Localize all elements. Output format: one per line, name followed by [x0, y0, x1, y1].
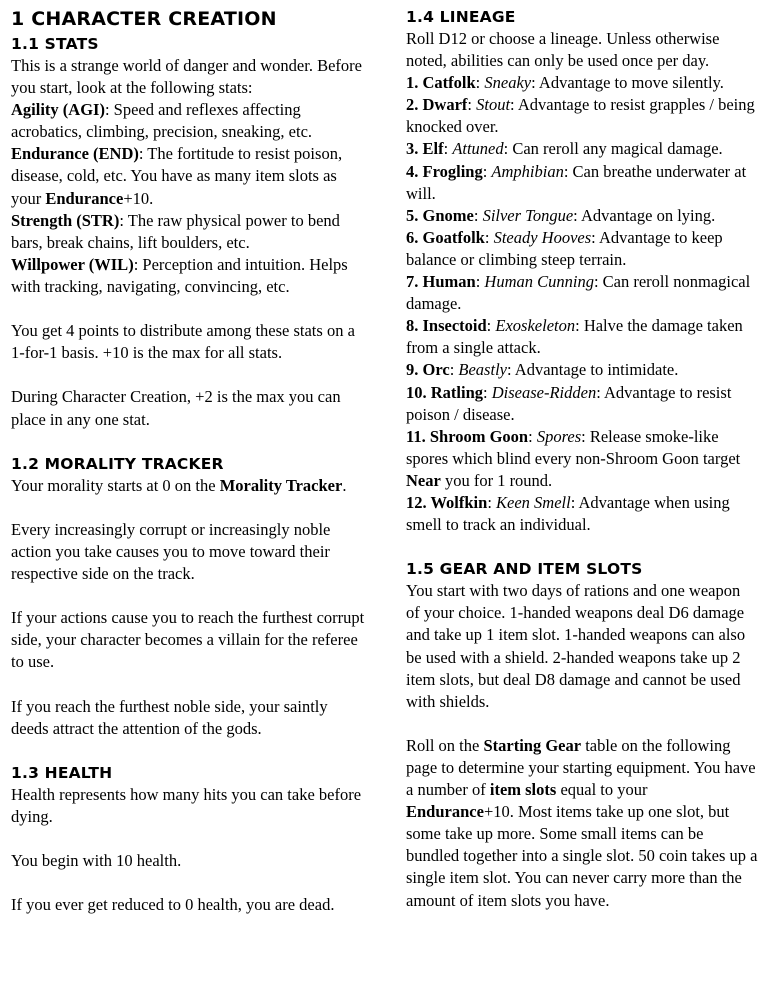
lineage-name: 10. Ratling: [406, 382, 484, 402]
lineage-desc: : Advantage to intimidate.: [506, 360, 679, 380]
lineage-ability: Amphibian: [491, 161, 564, 181]
text-run: equal to your: [556, 780, 648, 800]
gear-p2: [406, 735, 758, 912]
lineage-desc: : Advantage to resist grapples / being knocked over.: [406, 95, 755, 137]
text-run: +10. Most items take up one slot, but some take up more. Some small items can be bundled together into a single slot. 50 coin takes up a single item slot. You can never carry more than the amount of item slots you have.: [406, 802, 758, 910]
lineage-ability: Stout: [476, 95, 511, 115]
stat-ref: Endurance: [45, 188, 124, 208]
lineage-item: [406, 271, 758, 315]
stat-agility: [11, 99, 367, 143]
lineage-desc: : Can reroll nonmagical damage.: [406, 272, 751, 314]
sep: :: [484, 227, 494, 247]
health-p1: Health represents how many hits you can take before dying.: [11, 784, 362, 826]
sep: :: [487, 492, 497, 512]
endurance-ref: Endurance: [406, 802, 484, 822]
morality-p2: Every increasingly corrupt or increasingly noble action you take causes you to move toward their respective side on the track.: [11, 519, 331, 584]
gear-p1: You start with two days of rations and one weapon of your choice. 1-handed weapons deal D6 damage and take up 1 item slot. 1-handed weapons can also be used with a shield. 2-handed weapons take up 2 item slots, but deal D8 damage and cannot be used with shields.: [406, 581, 746, 711]
lineage-desc: : Advantage to keep balance or climbing steep terrain.: [406, 227, 723, 269]
section-heading-lineage: 1.4 LINEAGE: [406, 8, 516, 26]
stat-desc: : The raw physical power to bend bars, break chains, lift boulders, etc.: [11, 210, 340, 252]
morality-p3: If your actions cause you to reach the furthest corrupt side, your character becomes a villain for the referee to use.: [11, 608, 365, 672]
sep: :: [443, 139, 453, 159]
sep: :: [449, 360, 459, 380]
text-run: Roll on the: [406, 735, 484, 755]
lineage-desc: : Release smoke-like spores which blind every non-Shroom Goon target: [406, 426, 741, 468]
lineage-name: 1. Catfolk: [406, 73, 476, 93]
stat-desc: : Perception and intuition. Helps with tracking, navigating, convincing, etc.: [11, 254, 348, 296]
item-slots-ref: item slots: [489, 780, 557, 800]
lineage-name: 11. Shroom Goon: [406, 426, 529, 446]
lineage-item: [406, 359, 758, 381]
stat-name: Endurance (END): [11, 144, 139, 164]
stat-desc: : The fortitude to resist poison, disease, cold, etc. You have as many item slots as your: [11, 144, 343, 208]
stats-max: During Character Creation, +2 is the max you can place in any one stat.: [11, 387, 341, 429]
sep: :: [475, 73, 485, 93]
lineage-name: 9. Orc: [406, 360, 450, 380]
stats-intro: This is a strange world of danger and wonder. Before you start, look at the following stats:: [11, 56, 362, 98]
sep: :: [483, 382, 492, 402]
lineage-name: 5. Gnome: [406, 205, 474, 225]
stat-name: Strength (STR): [11, 210, 120, 230]
stat-name: Willpower (WIL): [11, 254, 134, 274]
lineage-ability: Exoskeleton: [495, 316, 576, 336]
lineage-desc: you for 1 round.: [440, 470, 553, 490]
lineage-name: 2. Dwarf: [406, 95, 468, 115]
lineage-ability: Steady Hooves: [493, 227, 592, 247]
health-p3: If you ever get reduced to 0 health, you are dead.: [11, 895, 335, 915]
text-run: Your morality starts at 0 on the: [11, 475, 220, 495]
stat-endurance: [11, 143, 367, 209]
sep: :: [482, 161, 492, 181]
lineage-desc: : Advantage to resist poison / disease.: [406, 382, 732, 424]
lineage-desc: : Can breathe underwater at will.: [406, 161, 747, 203]
sep: :: [473, 205, 483, 225]
stat-desc: : Speed and reflexes affecting acrobatics, climbing, precision, sneaking, etc.: [11, 100, 313, 142]
sep: :: [486, 316, 496, 336]
section-heading-morality: 1.2 MORALITY TRACKER: [11, 454, 224, 473]
lineage-item: [406, 315, 758, 359]
lineage-desc: : Advantage to move silently.: [531, 73, 724, 93]
text-run: .: [342, 475, 347, 495]
page-title: 1 CHARACTER CREATION: [11, 8, 277, 30]
lineage-item: [406, 138, 758, 160]
left-column: [11, 6, 367, 916]
keyword-near: Near: [406, 470, 441, 490]
lineage-item: [406, 426, 758, 492]
lineage-item: [406, 94, 758, 138]
morality-p1: [11, 475, 367, 497]
lineage-name: 8. Insectoid: [406, 316, 487, 336]
lineage-ability: Human Cunning: [484, 272, 594, 292]
lineage-name: 3. Elf: [406, 139, 444, 159]
lineage-ability: Keen Smell: [496, 492, 571, 512]
lineage-ability: Disease-Ridden: [491, 382, 597, 402]
stats-points: You get 4 points to distribute among these stats on a 1-for-1 basis. +10 is the max for all stats.: [11, 321, 355, 363]
sep: :: [475, 272, 485, 292]
section-heading-gear: 1.5 GEAR AND ITEM SLOTS: [406, 560, 643, 579]
lineage-desc: : Can reroll any magical damage.: [503, 139, 723, 159]
right-column: [406, 6, 758, 912]
lineage-item: [406, 492, 758, 536]
lineage-name: 12. Wolfkin: [406, 492, 488, 512]
stat-strength: [11, 210, 367, 254]
lineage-desc: : Advantage when using smell to track an individual.: [406, 492, 730, 535]
lineage-item: [406, 72, 758, 94]
lineage-name: 7. Human: [406, 272, 476, 292]
sep: :: [528, 426, 537, 446]
lineage-desc: : Halve the damage taken from a single attack.: [406, 316, 743, 358]
lineage-item: [406, 382, 758, 426]
lineage-intro: Roll D12 or choose a lineage. Unless otherwise noted, abilities can only be used once per day.: [406, 29, 720, 71]
morality-tracker-ref: Morality Tracker: [219, 475, 343, 495]
lineage-ability: Beastly: [458, 360, 507, 380]
lineage-ability: Sneaky: [484, 73, 532, 93]
lineage-item: [406, 227, 758, 271]
lineage-item: [406, 205, 758, 227]
lineage-ability: Attuned: [452, 139, 504, 159]
section-heading-stats: 1.1 STATS: [11, 35, 99, 53]
lineage-ability: Silver Tongue: [482, 205, 574, 225]
lineage-ability: Spores: [536, 426, 582, 446]
lineage-name: 4. Frogling: [406, 161, 483, 181]
health-p2: You begin with 10 health.: [11, 851, 182, 871]
section-heading-health: 1.3 HEALTH: [11, 763, 113, 782]
starting-gear-ref: Starting Gear: [483, 735, 582, 755]
lineage-list: [406, 72, 758, 536]
stat-desc: +10.: [123, 188, 154, 208]
sep: :: [467, 95, 477, 115]
stat-name: Agility (AGI): [11, 100, 105, 120]
lineage-item: [406, 161, 758, 205]
lineage-name: 6. Goatfolk: [406, 227, 485, 247]
stat-willpower: [11, 254, 367, 298]
morality-p4: If you reach the furthest noble side, your saintly deeds attract the attention of the gods.: [11, 696, 328, 738]
lineage-desc: : Advantage on lying.: [573, 205, 716, 225]
text-run: table on the following page to determine your starting equipment. You have a number of: [406, 735, 756, 800]
